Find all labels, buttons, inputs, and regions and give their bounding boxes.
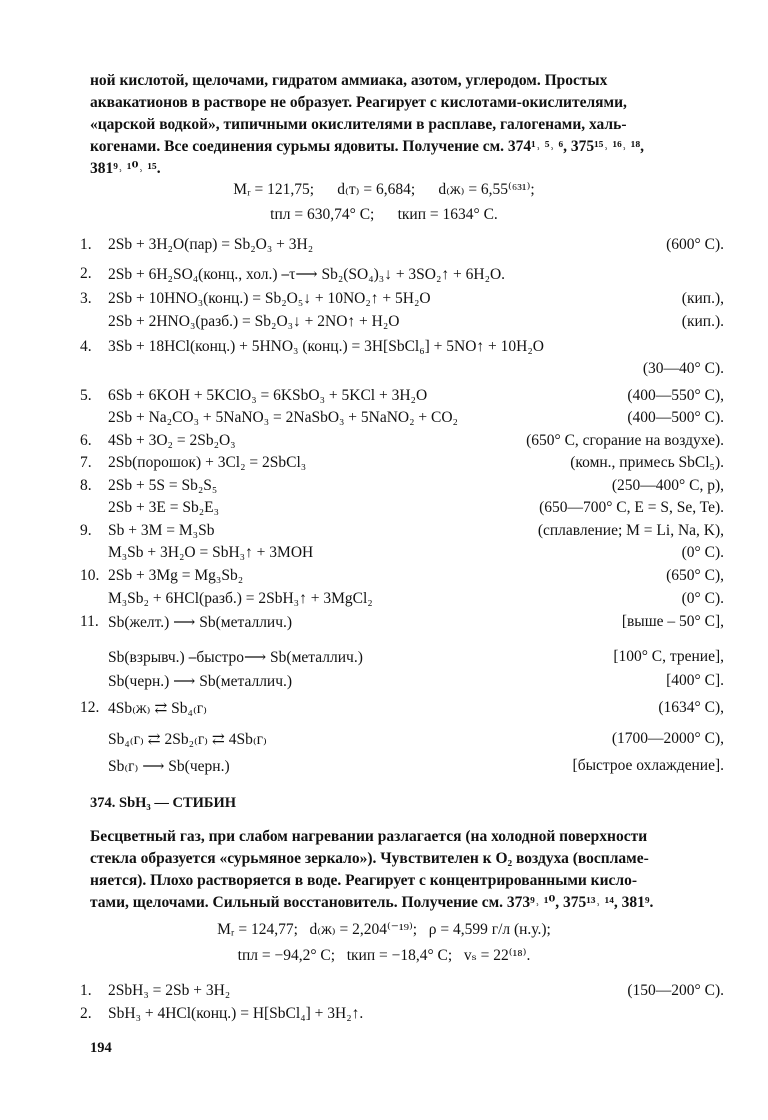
reaction-condition: (кип.), (681, 290, 724, 307)
reaction-equation: 2SbH₃ = 2Sb + 3H₂ (108, 982, 231, 999)
reaction-number: 9. (80, 522, 92, 539)
reaction-equation: 2Sb + 2HNO₃(разб.) = Sb₂O₃↓ + 2NO↑ + H₂O (108, 313, 400, 330)
reaction-equation: Sb₍г₎ ⟶ Sb(черн.) (108, 758, 230, 775)
sbh3-constants-line: Mᵣ = 124,77; d₍ж₎ = 2,204⁽⁻¹⁹⁾; ρ = 4,599 г/л (н.у.); (217, 921, 551, 938)
reaction-number: 8. (80, 477, 92, 494)
reaction-row (0, 360, 768, 382)
section-line: тами, щелочами. Сильный восстановитель. Получение см. 373⁹˒ ¹⁰, 375¹³˒ ¹⁴, 381⁹. (90, 894, 654, 911)
reaction-row (0, 236, 768, 258)
reaction-row (0, 313, 768, 335)
reaction-row (0, 982, 768, 1004)
section-line: Бесцветный газ, при слабом нагревании разлагается (на холодной поверхности (90, 828, 648, 845)
intro-line: когенами. Все соединения сурьмы ядовиты. Получение см. 374¹˒ ⁵˒ ⁶, 375¹⁵˒ ¹⁶˒ ¹⁸, (90, 138, 644, 155)
reaction-equation: Sb(желт.) ⟶ Sb(металлич.) (108, 614, 293, 631)
reaction-condition: (650° C, сгорание на воздухе). (526, 432, 724, 449)
reaction-equation: 3Sb + 18HCl(конц.) + 5HNO₃ (конц.) = 3H[SbCl₆] + 5NO↑ + 10H₂O (108, 338, 544, 355)
reaction-equation: Sb₄₍г₎ ⇄ 2Sb₂₍г₎ ⇄ 4Sb₍г₎ (108, 731, 267, 748)
reaction-number: 5. (80, 387, 92, 404)
reaction-equation: 6Sb + 6KOH + 5KClO₃ = 6KSbO₃ + 5KCl + 3H₂O (108, 387, 428, 404)
reaction-condition: (0° C). (681, 544, 724, 561)
reaction-number: 4. (80, 338, 92, 355)
reaction-condition: (150—200° C). (627, 982, 724, 999)
reaction-equation: M₃Sb₂ + 6HCl(разб.) = 2SbH₃↑ + 3MgCl₂ (108, 590, 373, 607)
reaction-number: 6. (80, 432, 92, 449)
reaction-number: 12. (80, 699, 100, 716)
reaction-number: 2. (80, 265, 92, 282)
reaction-row (0, 499, 768, 521)
reaction-row (0, 387, 768, 409)
intro-line: 381⁹˒ ¹⁰˒ ¹⁵. (90, 160, 161, 177)
sb-constants-line: tпл = 630,74° C; tкип = 1634° C. (270, 206, 498, 223)
reaction-row (0, 522, 768, 544)
reaction-number: 10. (80, 567, 100, 584)
intro-line: аквакатионов в растворе не образует. Реагирует с кислотами-окислителями, (90, 94, 627, 111)
reaction-number: 11. (80, 613, 99, 630)
section-heading: 374. SbH₃ — СТИБИН (90, 795, 237, 811)
reaction-condition: (0° C). (681, 590, 724, 607)
reaction-number: 2. (80, 1005, 92, 1022)
reaction-number: 1. (80, 236, 92, 253)
reaction-condition: (кип.). (681, 313, 724, 330)
section-line: няется). Плохо растворяется в воде. Реагирует с концентрированными кисло- (90, 872, 638, 889)
reaction-row (0, 409, 768, 431)
reaction-equation: Sb(взрывч.) ⎯быстро⟶ Sb(металлич.) (108, 649, 363, 666)
reaction-equation: 2Sb + 3E = Sb₂E₃ (108, 499, 219, 516)
reaction-equation: 2Sb + 6H₂SO₄(конц., хол.) ⎯τ⟶ Sb₂(SO₄)₃↓ + 3SO₂↑ + 6H₂O. (108, 266, 506, 283)
intro-line: ной кислотой, щелочами, гидратом аммиака, азотом, углеродом. Простых (90, 72, 608, 89)
reaction-number: 1. (80, 982, 92, 999)
reaction-equation: Sb + 3M = M₃Sb (108, 522, 215, 539)
reaction-equation: Sb(черн.) ⟶ Sb(металлич.) (108, 673, 293, 690)
reaction-row (0, 672, 768, 694)
reaction-equation: SbH₃ + 4HCl(конц.) = H[SbCl₄] + 3H₂↑. (108, 1005, 364, 1022)
reaction-condition: (комн., примесь SbCl₅). (570, 454, 724, 471)
reaction-condition: (400—500° C). (627, 409, 724, 426)
reaction-condition: (650° C), (666, 567, 724, 584)
reaction-row (0, 730, 768, 752)
reaction-equation: 2Sb + Na₂CO₃ + 5NaNO₃ = 2NaSbO₃ + 5NaNO₂ + CO₂ (108, 409, 458, 426)
reaction-row (0, 757, 768, 779)
reaction-condition: (650—700° C, E = S, Se, Te). (539, 499, 724, 516)
sbh3-constants-line: tпл = −94,2° C; tкип = −18,4° C; vₛ = 22⁽¹⁸⁾. (237, 947, 531, 964)
reaction-row (0, 590, 768, 612)
reaction-row (0, 567, 768, 589)
reaction-equation: 2Sb(порошок) + 3Cl₂ = 2SbCl₃ (108, 454, 307, 471)
section-line: стекла образуется «сурьмяное зеркало»). Чувствителен к O₂ воздуха (воспламе- (90, 850, 649, 867)
reaction-equation: 2Sb + 5S = Sb₂S₅ (108, 477, 218, 494)
reaction-condition: [выше – 50° C], (621, 613, 724, 630)
reaction-condition: (600° C). (666, 236, 724, 253)
reaction-row (0, 699, 768, 721)
reaction-row (0, 290, 768, 312)
intro-line: «царской водкой», типичными окислителями в расплаве, галогенами, халь- (90, 116, 627, 133)
sb-constants-line: Mᵣ = 121,75; d₍т₎ = 6,684; d₍ж₎ = 6,55⁽⁶³¹⁾; (233, 181, 535, 198)
reaction-row (0, 648, 768, 670)
reaction-equation: 4Sb₍ж₎ ⇄ Sb₄₍г₎ (108, 700, 207, 717)
reaction-number: 7. (80, 454, 92, 471)
reaction-condition: [400° C]. (666, 672, 724, 689)
reaction-condition: (400—550° C), (627, 387, 724, 404)
reaction-row (0, 454, 768, 476)
page-number: 194 (90, 1040, 112, 1056)
reaction-condition: (30—40° C). (642, 360, 724, 377)
reaction-row (0, 265, 768, 287)
reaction-equation: 2Sb + 3Mg = Mg₃Sb₂ (108, 567, 244, 584)
reaction-condition: (1700—2000° C), (611, 730, 724, 747)
reaction-row (0, 477, 768, 499)
reaction-equation: 2Sb + 3H₂O(пар) = Sb₂O₃ + 3H₂ (108, 236, 314, 253)
reaction-condition: [быстрое охлаждение]. (572, 757, 724, 774)
reaction-condition: (250—400° C, p), (611, 477, 724, 494)
reaction-equation: 2Sb + 10HNO₃(конц.) = Sb₂O₅↓ + 10NO₂↑ + 5H₂O (108, 290, 431, 307)
reaction-condition: (сплавление; M = Li, Na, K), (537, 522, 724, 539)
reaction-row (0, 338, 768, 360)
reaction-row (0, 544, 768, 566)
reaction-row (0, 432, 768, 454)
reaction-row (0, 1005, 768, 1027)
reaction-equation: 4Sb + 3O₂ = 2Sb₂O₃ (108, 432, 236, 449)
reaction-equation: M₃Sb + 3H₂O = SbH₃↑ + 3MOH (108, 544, 314, 561)
reaction-condition: (1634° C), (658, 699, 724, 716)
reaction-row (0, 613, 768, 635)
reaction-condition: [100° C, трение], (613, 648, 724, 665)
reaction-number: 3. (80, 290, 92, 307)
